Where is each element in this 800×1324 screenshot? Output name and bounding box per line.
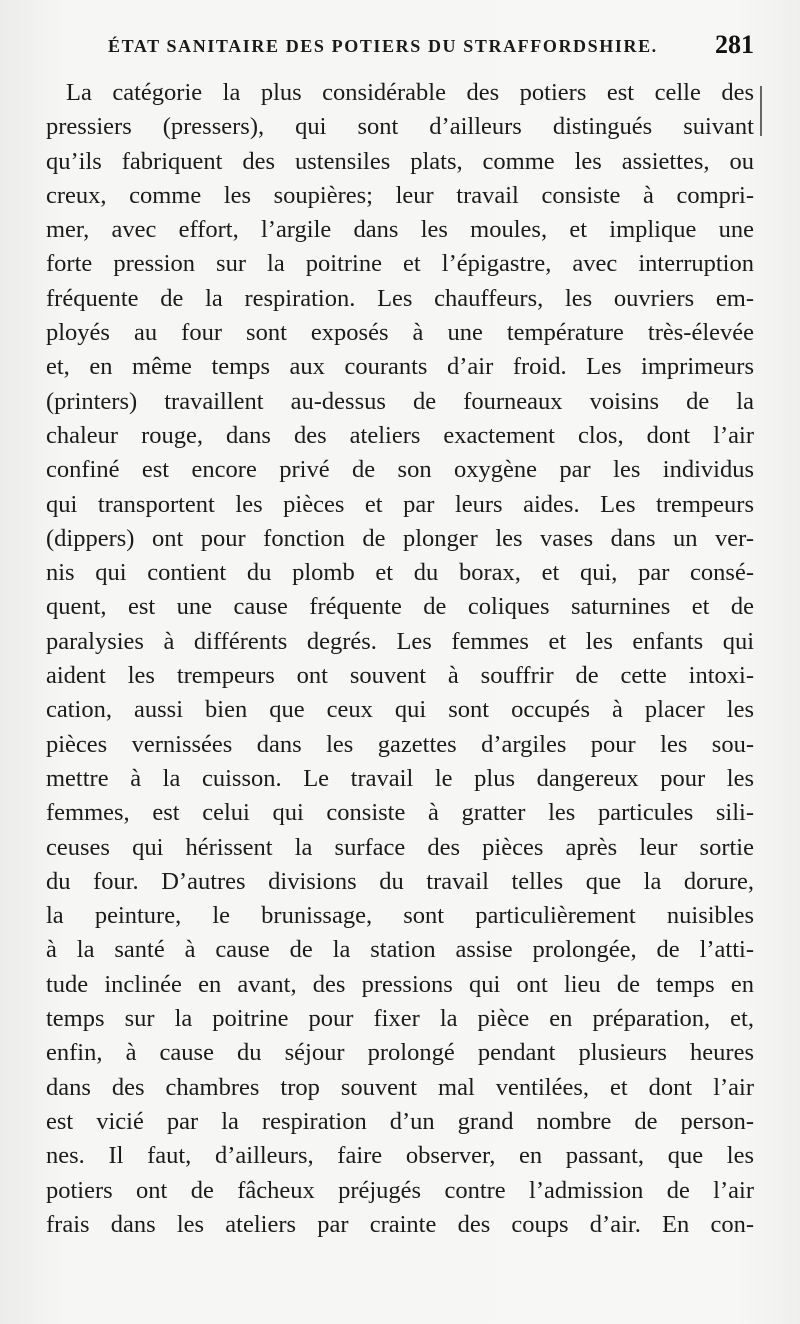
text-line: (dippers) ont pour fonction de plonger les vases dans un ver- [46,524,754,552]
text-line: quent, est une cause fréquente de coliques saturnines et de [46,593,754,621]
text-line: cation, aussi bien que ceux qui sont occupés à placer les [46,696,754,724]
text-line: mer, avec effort, l’argile dans les moules, et implique une [46,216,754,244]
text-line: la peinture, le brunissage, sont particulièrement nuisibles [46,902,754,930]
text-line: qu’ils fabriquent des ustensiles plats, comme les assiettes, ou [46,147,754,175]
text-line: La catégorie la plus considérable des potiers est celle des [66,79,754,106]
text-line: qui transportent les pièces et par leurs aides. Les trempeurs [46,490,754,518]
running-title: ÉTAT SANITAIRE DES POTIERS DU STRAFFORDSHIRE. [108,36,658,56]
text-line: ployés au four sont exposés à une température très-élevée [46,319,754,347]
text-line: frais dans les ateliers par crainte des coups d’air. En con- [46,1210,754,1238]
text-line: enfin, à cause du séjour prolongé pendant plusieurs heures [46,1039,754,1067]
text-line: femmes, est celui qui consiste à gratter les particules sili- [46,799,754,827]
text-line: nes. Il faut, d’ailleurs, faire observer, en passant, que les [46,1142,754,1170]
text-line: mettre à la cuisson. Le travail le plus dangereux pour les [46,764,754,792]
body-text [46,76,754,1242]
text-line: à la santé à cause de la station assise prolongée, de l’atti- [46,936,754,964]
text-line: dans des chambres trop souvent mal ventilées, et dont l’air [46,1073,754,1101]
page-number: 281 [715,30,754,59]
text-line: tude inclinée en avant, des pressions qui ont lieu de temps en [46,970,754,998]
page-header [44,30,754,66]
text-line: ceuses qui hérissent la surface des pièces après leur sortie [46,833,754,861]
text-line: est vicié par la respiration d’un grand nombre de person- [46,1107,754,1135]
text-line: chaleur rouge, dans des ateliers exactement clos, dont l’air [46,421,754,449]
text-line: et, en même temps aux courants d’air froid. Les imprimeurs [46,353,754,381]
text-line: aident les trempeurs ont souvent à souffrir de cette intoxi- [46,662,754,690]
text-line: potiers ont de fâcheux préjugés contre l’admission de l’air [46,1176,754,1204]
text-line: pièces vernissées dans les gazettes d’argiles pour les sou- [46,730,754,758]
margin-bracket-mark [760,86,762,136]
text-line: fréquente de la respiration. Les chauffeurs, les ouvriers em- [46,284,754,312]
text-line: du four. D’autres divisions du travail telles que la dorure, [46,867,754,895]
text-line: forte pression sur la poitrine et l’épigastre, avec interruption [46,250,754,278]
text-line: paralysies à différents degrés. Les femmes et les enfants qui [46,627,754,655]
text-line: creux, comme les soupières; leur travail consiste à compri- [46,181,754,209]
text-line: pressiers (pressers), qui sont d’ailleurs distingués suivant [46,113,754,141]
text-line: confiné est encore privé de son oxygène par les individus [46,456,754,484]
text-line: temps sur la poitrine pour fixer la pièce en préparation, et, [46,1005,754,1033]
text-line: nis qui contient du plomb et du borax, et qui, par consé- [46,559,754,587]
text-line: (printers) travaillent au-dessus de fourneaux voisins de la [46,387,754,415]
